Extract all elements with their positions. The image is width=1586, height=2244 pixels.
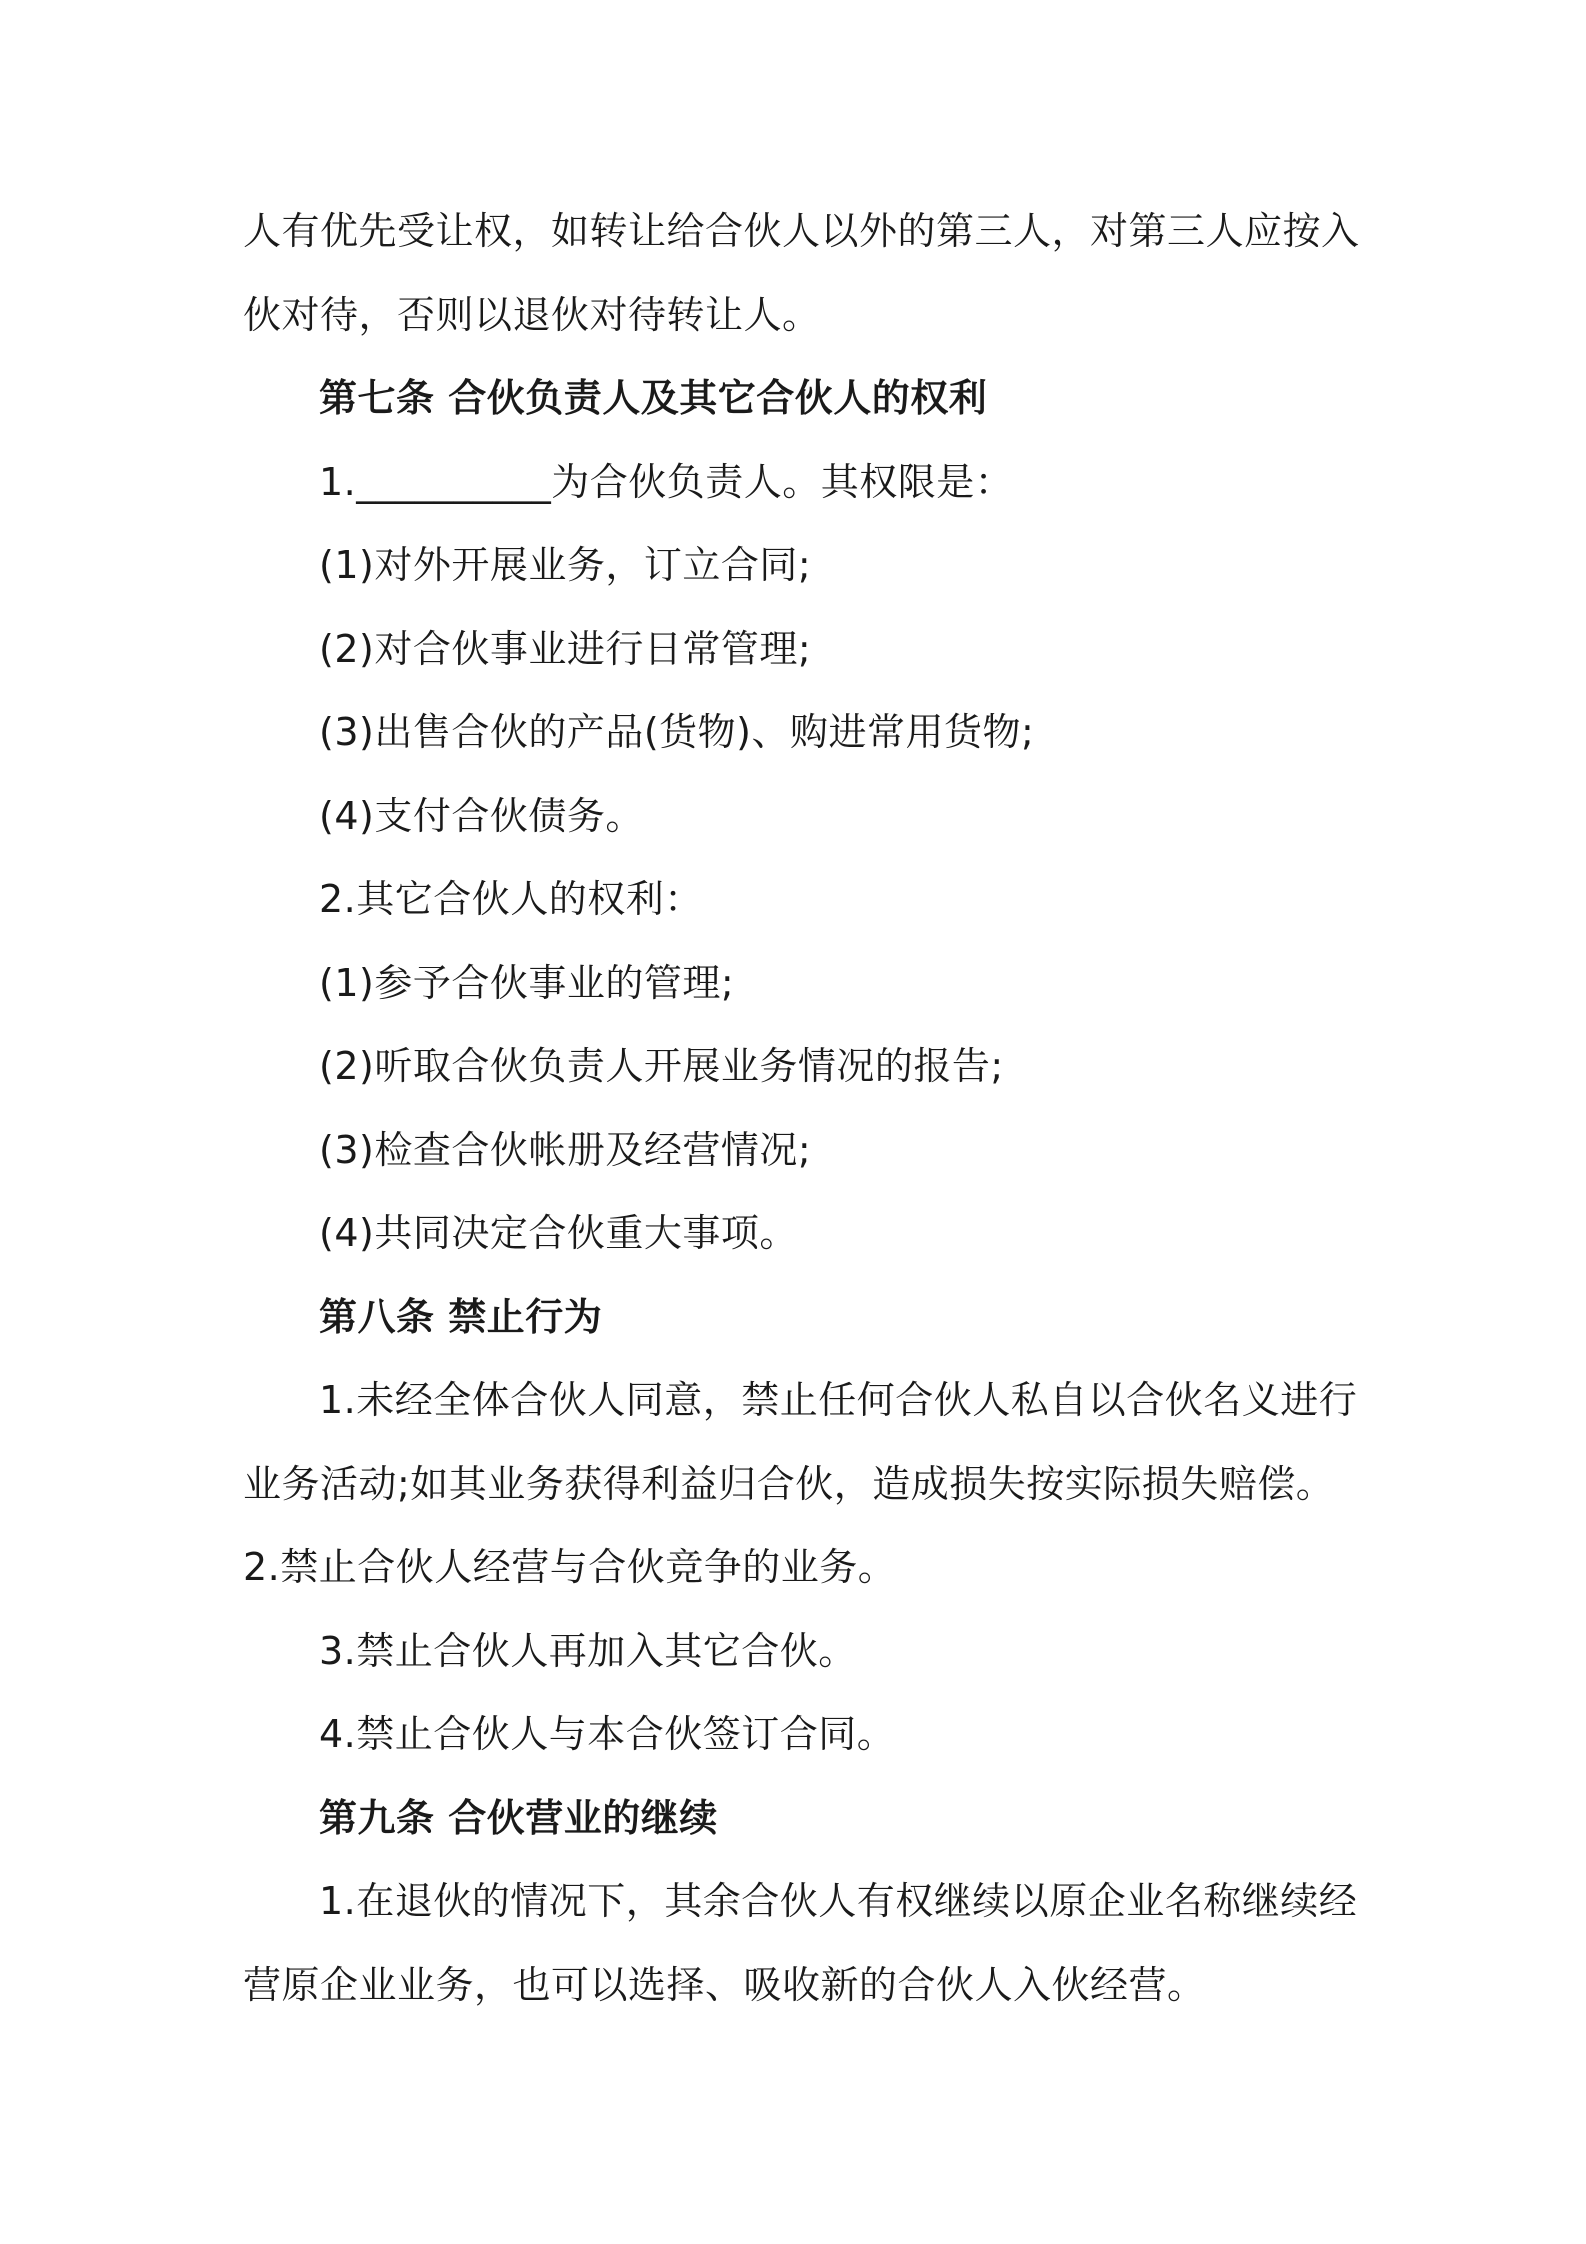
body-text-line: 伙对待，否则以退伙对待转让人。: [243, 293, 821, 337]
body-text-line: 2.禁止合伙人经营与合伙竞争的业务。: [243, 1545, 897, 1589]
section-heading-article-9: 第九条 合伙营业的继续: [319, 1796, 718, 1840]
list-item: (3)出售合伙的产品(货物)、购进常用货物;: [319, 710, 1035, 754]
list-item: (4)支付合伙债务。: [319, 794, 644, 838]
body-text-line: 营原企业业务，也可以选择、吸收新的合伙人入伙经营。: [243, 1963, 1206, 2007]
list-item: (2)对合伙事业进行日常管理;: [319, 627, 812, 671]
body-text-line: 1.未经全体合伙人同意，禁止任何合伙人私自以合伙名义进行: [319, 1378, 1358, 1422]
list-item: (2)听取合伙负责人开展业务情况的报告;: [319, 1044, 1004, 1088]
body-text-line: 3.禁止合伙人再加入其它合伙。: [319, 1629, 857, 1673]
list-item: (1)对外开展业务，订立合同;: [319, 543, 812, 587]
list-item: (1)参予合伙事业的管理;: [319, 961, 735, 1005]
section-heading-article-8: 第八条 禁止行为: [319, 1295, 603, 1339]
body-text-line: 1.在退伙的情况下，其余合伙人有权继续以原企业名称继续经: [319, 1879, 1358, 1923]
body-text-line: 2.其它合伙人的权利：: [319, 877, 703, 921]
list-item: (4)共同决定合伙重大事项。: [319, 1211, 798, 1255]
section-heading-article-7: 第七条 合伙负责人及其它合伙人的权利: [319, 376, 988, 420]
list-item: (3)检查合伙帐册及经营情况;: [319, 1128, 812, 1172]
body-text-line: 业务活动;如其业务获得利益归合伙，造成损失按实际损失赔偿。: [243, 1462, 1335, 1506]
body-text-line: 4.禁止合伙人与本合伙签订合同。: [319, 1712, 896, 1756]
body-text-line: 1.__________为合伙负责人。其权限是：: [319, 460, 1014, 504]
body-text-line: 人有优先受让权，如转让给合伙人以外的第三人，对第三人应按入: [243, 209, 1360, 253]
